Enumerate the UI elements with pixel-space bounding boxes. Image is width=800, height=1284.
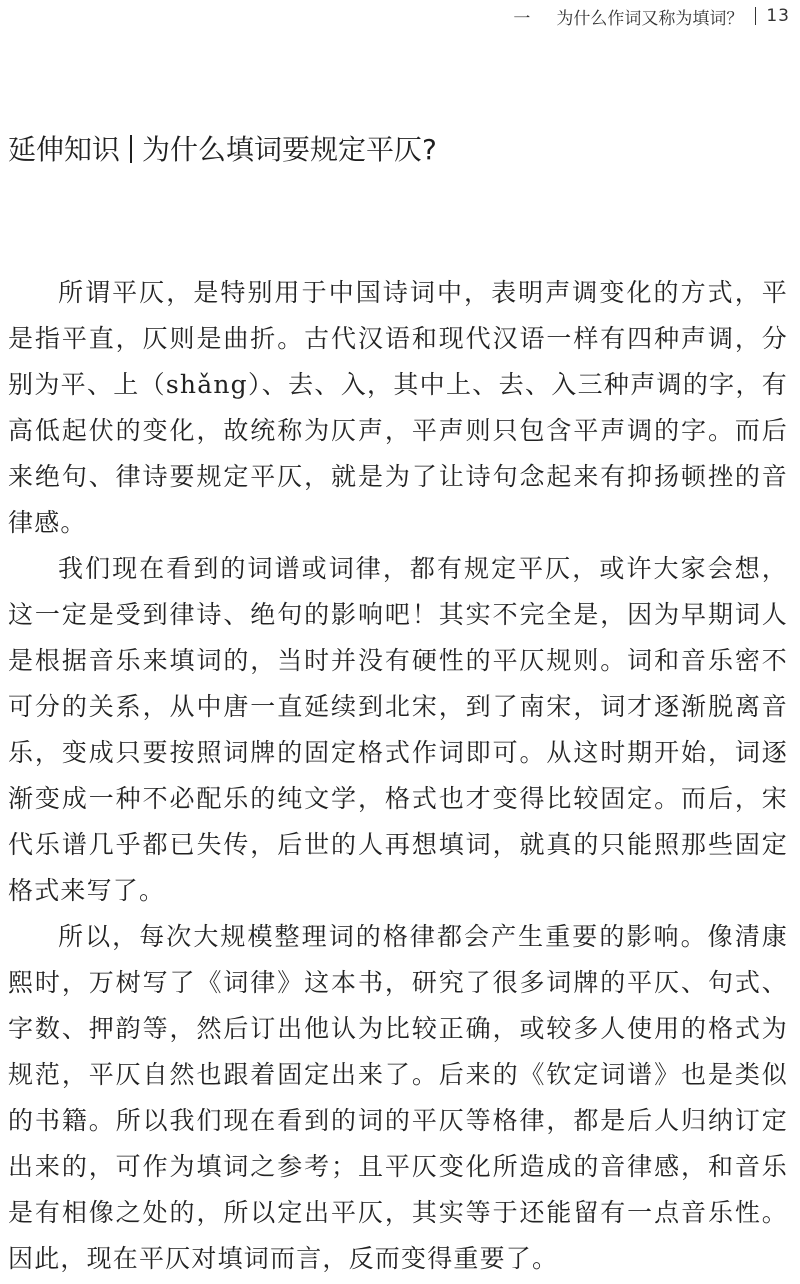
section-label: 延伸知识 <box>8 133 121 166</box>
running-header <box>513 4 790 28</box>
body-text <box>8 270 788 1282</box>
paragraph: 我们现在看到的词谱或词律，都有规定平仄，或许大家会想，这一定是受到律诗、绝句的影响吧！其实不完全是，因为早期词人是根据音乐来填词的，当时并没有硬性的平仄规则。词和音乐密不可分的关系，从中唐一直延续到北宋，到了南宋，词才逐渐脱离音乐，变成只要按照词牌的固定格式作词即可。从这时期开始，词逐渐变成一种不必配乐的纯文学，格式也才变得比较固定。而后，宋代乐谱几乎都已失传，后世的人再想填词，就真的只能照那些固定格式来写了。 <box>8 554 788 905</box>
section-heading: 为什么填词要规定平仄? <box>142 133 437 166</box>
section-title <box>8 128 437 172</box>
page-number: 13 <box>766 6 790 26</box>
header-divider <box>755 7 756 25</box>
paragraph: 所谓平仄，是特别用于中国诗词中，表明声调变化的方式，平是指平直，仄则是曲折。古代汉语和现代汉语一样有四种声调，分别为平、上（shǎng）、去、入，其中上、去、入三种声调的字，有高低起伏的变化，故统称为仄声，平声则只包含平声调的字。而后来绝句、律诗要规定平仄，就是为了让诗句念起来有抑扬顿挫的音律感。 <box>8 278 788 537</box>
paragraph: 所以，每次大规模整理词的格律都会产生重要的影响。像清康熙时，万树写了《词律》这本书，研究了很多词牌的平仄、句式、字数、押韵等，然后订出他认为比较正确，或较多人使用的格式为规范，平仄自然也跟着固定出来了。后来的《钦定词谱》也是类似的书籍。所以我们现在看到的词的平仄等格律，都是后人归纳订定出来的，可作为填词之参考；且平仄变化所造成的音律感，和音乐是有相像之处的，所以定出平仄，其实等于还能留有一点音乐性。因此，现在平仄对填词而言，反而变得重要了。 <box>8 922 788 1273</box>
title-divider <box>130 135 132 163</box>
chapter-title: 为什么作词又称为填词？ <box>556 8 744 29</box>
chapter-number: 一 <box>513 8 531 29</box>
